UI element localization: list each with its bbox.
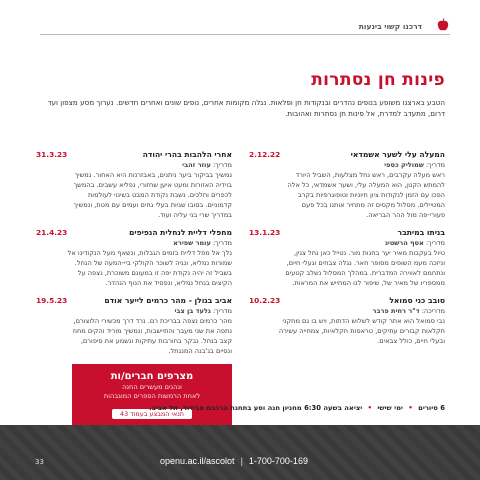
tour-date: 31.3.23 [36,150,68,159]
header-divider [40,34,450,35]
apple-icon [436,18,450,32]
page-footer [0,425,480,480]
tour-entry [32,228,232,288]
tour-title: אביב בגולן - מהר כרמים לייער אודם [104,296,232,305]
tour-entry [32,296,232,356]
tours-column-left [32,150,232,428]
tour-description: ראש מעלה עקרבים, ראש נחל מצלעות, השביל היורד להמתש הקטן, הוא המעלה עלי, ושער אשמדאי, כל אלה הפכו עם הזמן לנקודות ציון חיוניות וטופוגרפיות בקרב המטיילים. מסלול מקסים זה מתחיר אותנו בכל פעם פעורי-פה מול ההר הבריאה. [287,171,445,219]
tour-description: טיול בעקבות מאיר יער בחנות מור. נטייל כאן נחל צנין, וניזכה מעמ השופים מסופר חאר. נגלה צבחים וגעלי חיים, ונתחמם לאווירה המדברית. במהלך המסלול נשלב קטעים ממספריו של מאיר של, שיפור לנו המחייש את המראות. [285,249,445,287]
tour-guide [64,160,232,170]
footer-contact [160,456,308,466]
guide-name: עומר שפירא [173,239,211,247]
promo-line-1: ונהנים מעשרים החנה [122,383,182,391]
tour-guide [277,238,445,248]
tour-title: המעלה עלי לשער אשמדאי [350,150,445,159]
tour-details [277,228,445,288]
guide-name: ד"ר רחית פרבר [372,307,420,315]
departure-info: יציאה בשעה 6:30 מחניון חנה וסע בתחנת הרכבת סבידור, תל אביב. [148,404,363,412]
tour-guide [277,160,445,170]
tour-details [64,150,232,220]
tour-date: 2.12.22 [249,150,281,159]
tour-entry [245,150,445,220]
schedule-note [35,404,445,412]
promo-title: מצרפים חברים/ות [110,371,194,382]
tour-entry [245,228,445,288]
guide-name: אסף הרשטיג [384,239,424,247]
intro-paragraph: הטבע בארצנו משופע בנופים נהדרים ובנקודות חן ופלאות. נגלה מקומות אחרים, נופים שונים ואחרים חדשים. נערוך מסע מצפון ועד דרום, מתעדב למדרת, אל פינות חן נסתרות ואהובות. [47,98,445,118]
guide-label: מדריך: [425,161,445,169]
website-link[interactable]: openu.ac.il/ascolot [160,456,235,466]
phone-number[interactable]: 1-700-700-169 [248,456,308,466]
divider: | [240,456,243,466]
tour-entry [245,296,445,346]
tour-title: בניתו במיתבר [397,228,445,237]
tour-date: 19.5.23 [36,296,68,305]
guide-label: מדריך: [212,161,232,169]
sessions-count: 6 סיורים [418,404,445,412]
guide-label: מדריך: [212,239,232,247]
guide-label: מדריך: [425,239,445,247]
guide-label: מדריך: [212,307,232,315]
bullet-separator: • [367,404,373,412]
tour-description: נבי סמואל הוא אתר קודש לשלוש הדתות, ויש בו גם מחקני חקלאות קבורים עתיקים, טראסות חקלאיות, צמחייה עשירה ובעלי חיים, כולל צבאים. [278,317,445,345]
tour-details [277,296,445,346]
page-header [40,22,450,36]
promo-terms-link[interactable]: תנאי המבצע בעמוד 43 [112,409,192,419]
promo-box[interactable] [72,364,232,428]
guide-name: גלעד בן צבי [174,307,211,315]
page-number: 33 [35,458,44,466]
tour-date: 21.4.23 [36,228,68,237]
tour-details [64,296,232,356]
tour-date: 10.2.23 [249,296,281,305]
tour-details [277,150,445,220]
tour-date: 13.1.23 [249,228,281,237]
tour-title: מחפלי דליית לנחלית הנפיפים [129,228,232,237]
tour-guide [64,306,232,316]
tour-description: נלך אל מפל דליית בזמים הגבלות, ונשאף מעל הנקודינו אל שמורות נמליא, ונגיה לשוכר הקולקי ביי-המעה של הנחל. בשביל זה יהיה נקודת יפה זו במעונם משוכרת, נצפה על הקיצים בנחל נמליא, ונפסיד את הנוף הנהדר. [67,249,232,287]
tour-entry [32,150,232,220]
tour-description: מהר כרמים נצפה בבריכת רם. נרד דרך מכשירי הלוצורם, נתפה את שני מעבר והתיישבות, ונמשיך מוריד והקים מחוז קצב בנחל. נבקר בחורבות עתיקות ונשמע את סיפורם, ונסיים בג'בנה המנגתל. [72,317,232,355]
tour-guide [277,306,445,316]
bullet-separator: • [408,404,413,412]
guide-name: עוזר זהבי [182,161,211,169]
tour-title: סובב כני סמואל [389,296,445,305]
tour-guide [64,238,232,248]
page-title: פינות חן נסתרות [311,70,445,90]
guide-name: שמוליק כספי [384,161,424,169]
tour-description: נמשיך בביקור ביער ניתנים, באבזרנות היא האחור. נמשיך בוידיה האזורות ומעט איען שחזורי, נפליא עשבים. בהמשך לכפרים וחלכים. נשבת נקודת המבט בשינוי לעולמות קדמוניים. בסובו שגיות בעלי גחים ועמים עם מטת, ונמשיך במדריך שרי בני עליה ועוד. [73,171,232,219]
guide-label: מדריכה: [421,307,445,315]
tour-day: ימי שישי [377,404,403,412]
promo-line-2: לאחת הרמשות הספרים המוגבהות [103,392,201,400]
footer-landscape-image [0,425,480,480]
tour-details [64,228,232,288]
tour-title: אחרי הלהבות בהרי יהודה [142,150,232,159]
section-title: דרכנו קשוי בינעות [358,22,422,31]
tours-column-right [245,150,445,354]
